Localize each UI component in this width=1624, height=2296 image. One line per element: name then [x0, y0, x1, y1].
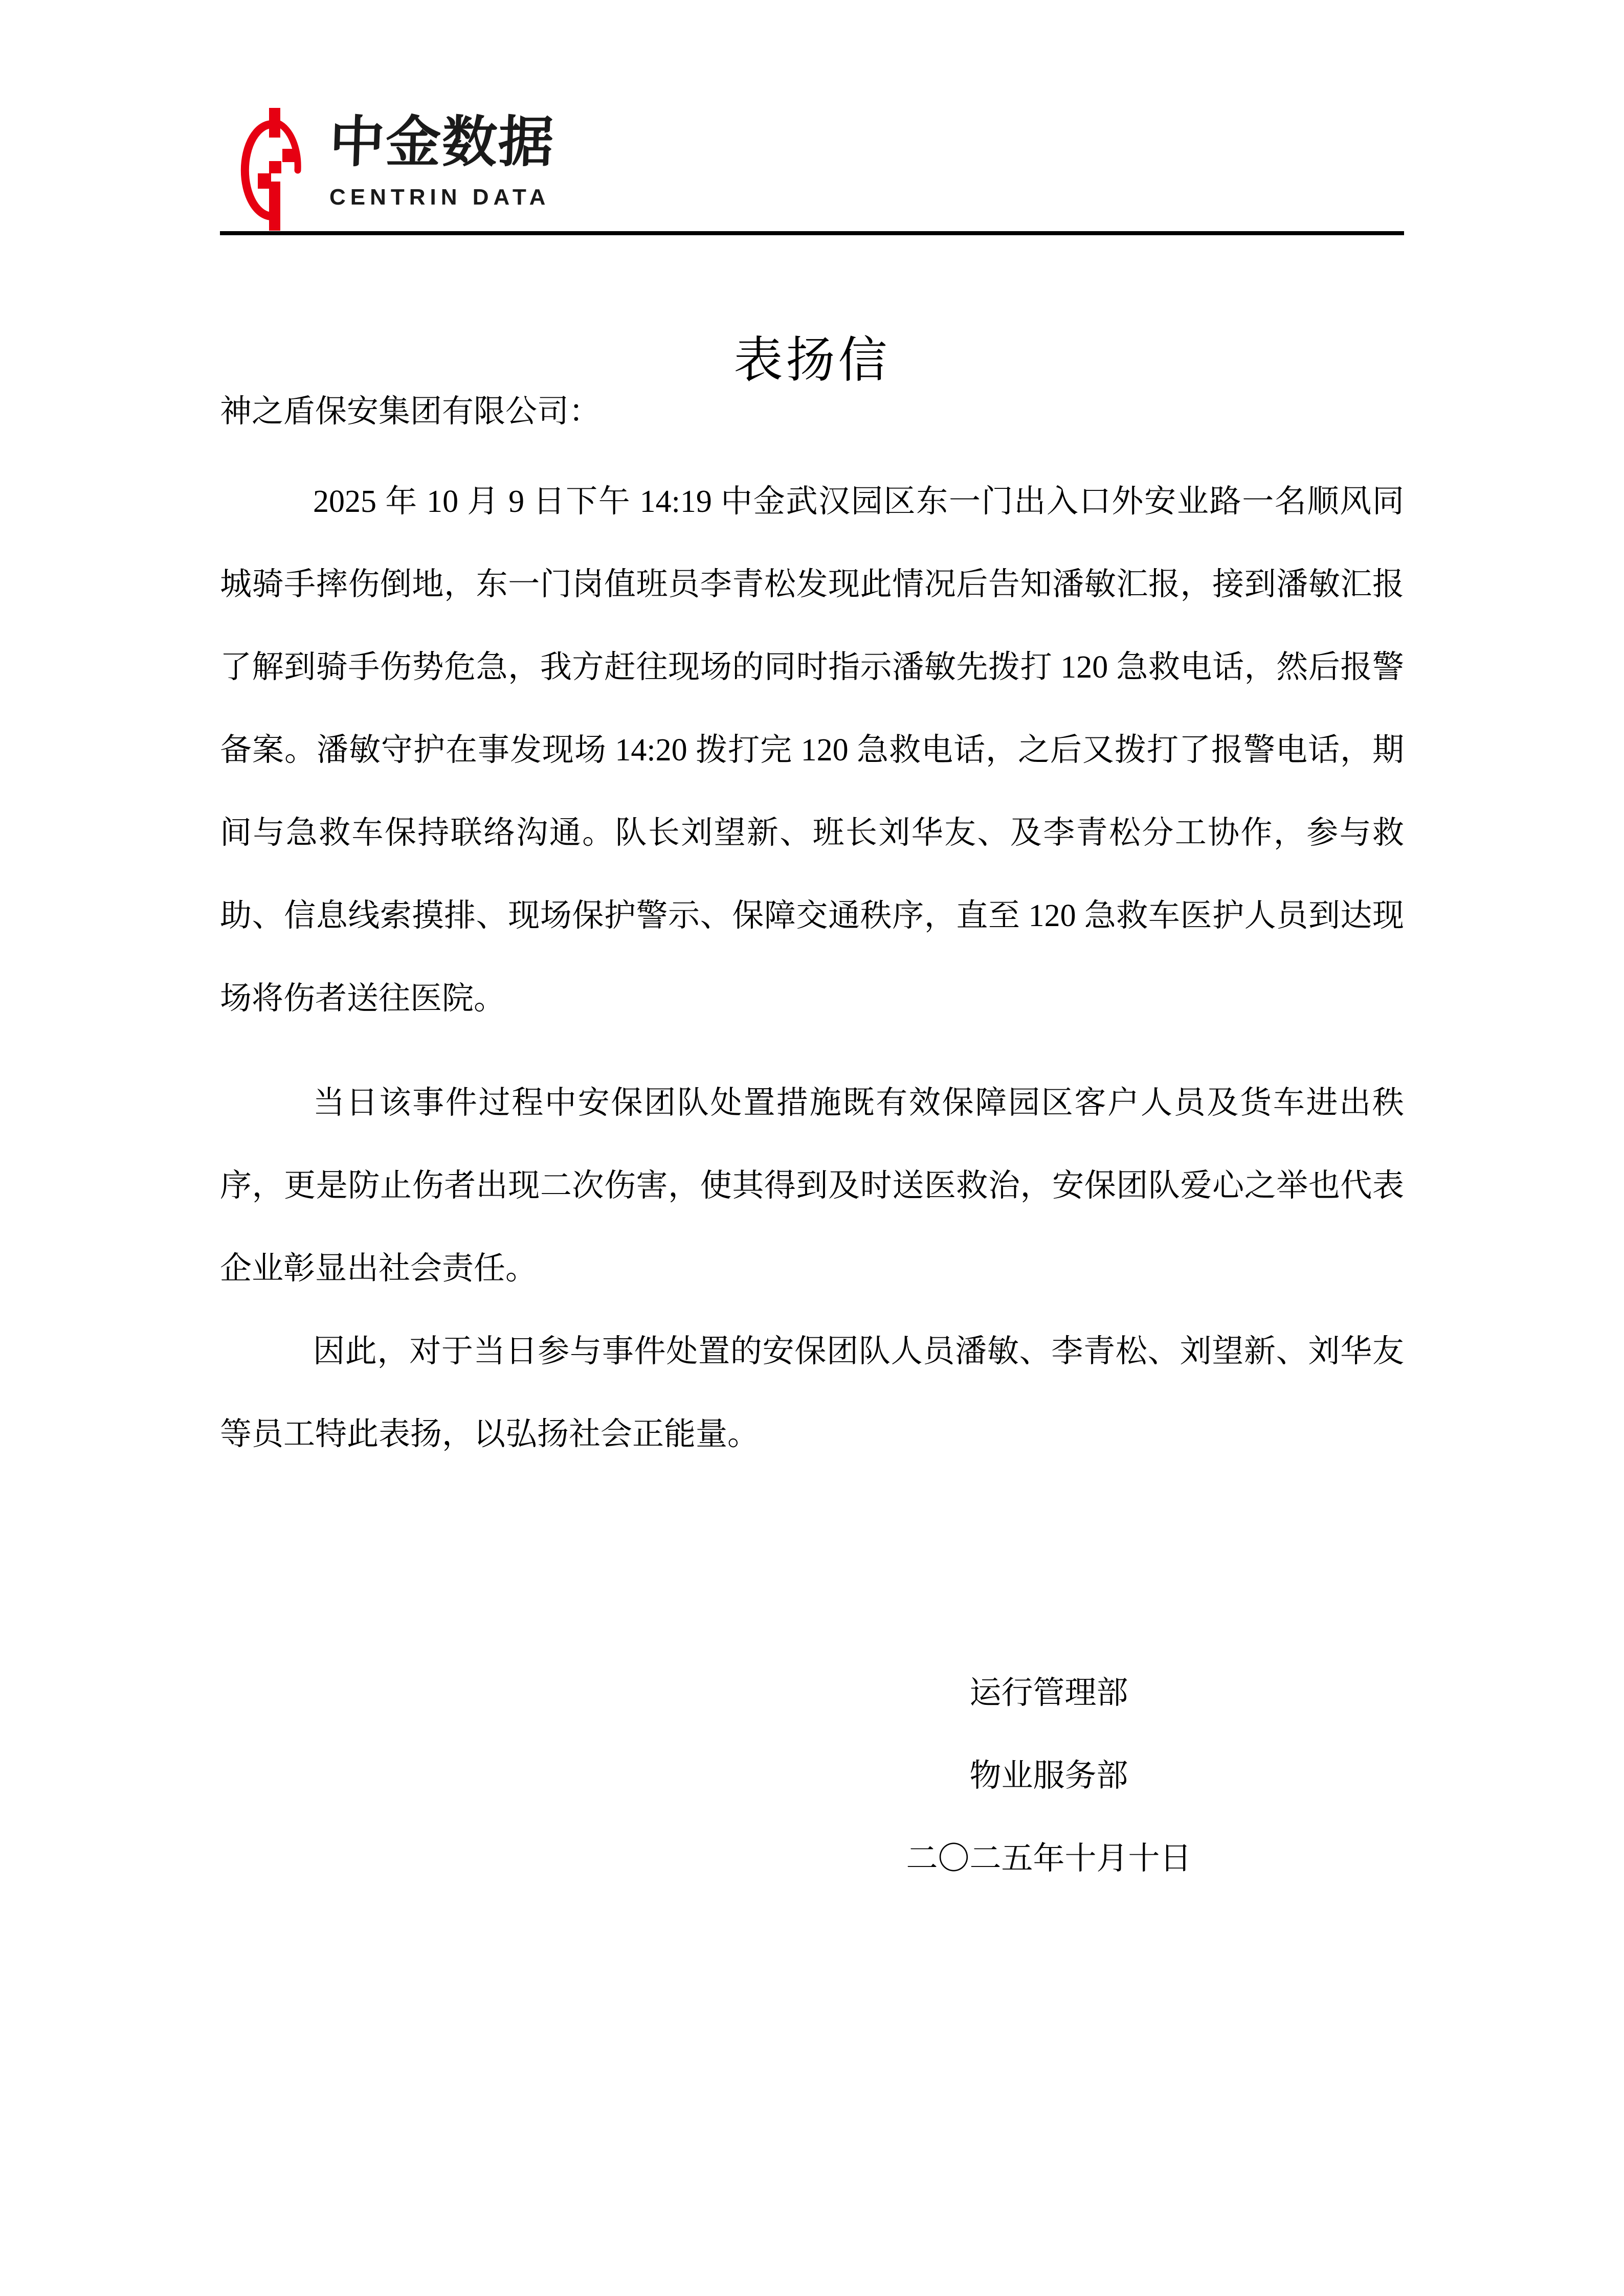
letter-body [220, 460, 1404, 1476]
company-logo [240, 105, 554, 233]
signature-department-2: 物业服务部 [969, 1759, 1128, 1793]
logo-cn-text: 中金数据 [328, 112, 556, 173]
centrin-logo-icon [240, 105, 312, 233]
paragraph: 当日该事件过程中安保团队处置措施既有效保障园区客户人员及货车进出秩序，更是防止伤者出现二次伤害，使其得到及时送医救治，安保团队爱心之举也代表企业彰显出社会责任。 [220, 1086, 1404, 1286]
logo-en-text: CENTRIN DATA [329, 185, 550, 210]
header-divider [220, 231, 1404, 235]
paragraph: 2025 年 10 月 9 日下午 14:19 中金武汉园区东一门出入口外安业路一名顺风同城骑手摔伤倒地，东一门岗值班员李青松发现此情况后告知潘敏汇报，接到潘敏汇报了解到骑手伤势危急，我方赶往现场的同时指示潘敏先拨打 120 急救电话，然后报警备案。潘敏守护在事发现场 14:20 拨打完 120 急救电话，之后又拨打了报警电话，期间与急救车保持联络沟通。队长刘望新、班长刘华友、及李青松分工协作，参与救助、信息线索摸排、现场保护警示、保障交通秩序，直至 120 急救车医护人员到达现场将伤者送往医院。 [220, 484, 1404, 1016]
salutation: 神之盾保安集团有限公司： [220, 394, 601, 429]
signature-block [220, 1652, 1404, 1900]
signature-department-1: 运行管理部 [969, 1676, 1128, 1710]
signature-date: 二〇二五年十月十日 [906, 1841, 1192, 1876]
letter-title: 表扬信 [733, 333, 891, 388]
paragraph: 因此，对于当日参与事件处置的安保团队人员潘敏、李青松、刘望新、刘华友等员工特此表扬，以弘扬社会正能量。 [220, 1334, 1404, 1452]
logo-text [329, 105, 554, 210]
